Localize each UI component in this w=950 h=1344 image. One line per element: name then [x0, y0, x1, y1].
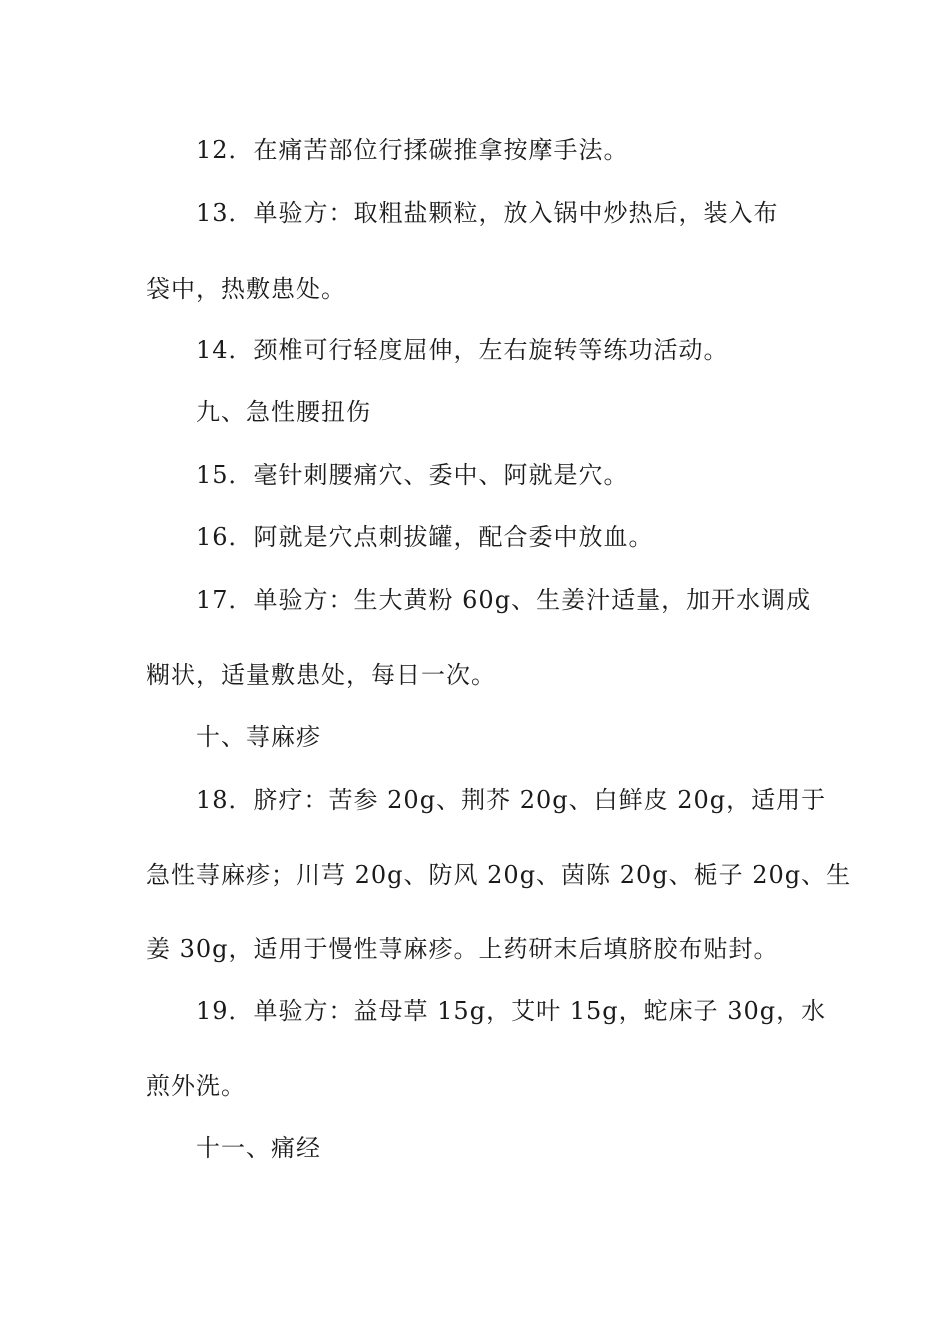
paragraph-item-19: 19．单验方：益母草 15g，艾叶 15g，蛇床子 30g，水 [196, 997, 827, 1025]
paragraph-item-16: 16．阿就是穴点刺拔罐，配合委中放血。 [196, 523, 654, 551]
paragraph-item-18: 18．脐疗：苦参 20g、荆芥 20g、白鲜皮 20g，适用于 [196, 786, 827, 814]
paragraph-item-17: 17．单验方：生大黄粉 60g、生姜汁适量，加开水调成 [196, 586, 812, 614]
section-heading-9: 九、急性腰扭伤 [196, 398, 371, 426]
paragraph-item-13: 13．单验方：取粗盐颗粒，放入锅中炒热后，装入布 [196, 199, 779, 227]
paragraph-item-17-continued: 糊状，适量敷患处，每日一次。 [146, 661, 496, 689]
paragraph-item-13-continued: 袋中，热敷患处。 [146, 275, 346, 303]
section-heading-10: 十、荨麻疹 [196, 723, 321, 751]
paragraph-item-12: 12．在痛苦部位行揉碳推拿按摩手法。 [196, 136, 629, 164]
paragraph-item-14: 14．颈椎可行轻度屈伸，左右旋转等练功活动。 [196, 336, 729, 364]
section-heading-11: 十一、痛经 [196, 1134, 321, 1162]
paragraph-item-18-continued-2: 姜 30g，适用于慢性荨麻疹。上药研末后填脐胶布贴封。 [146, 935, 779, 963]
paragraph-item-19-continued: 煎外洗。 [146, 1072, 246, 1100]
paragraph-item-18-continued-1: 急性荨麻疹；川芎 20g、防风 20g、茵陈 20g、栀子 20g、生 [146, 861, 852, 889]
paragraph-item-15: 15．毫针刺腰痛穴、委中、阿就是穴。 [196, 461, 629, 489]
